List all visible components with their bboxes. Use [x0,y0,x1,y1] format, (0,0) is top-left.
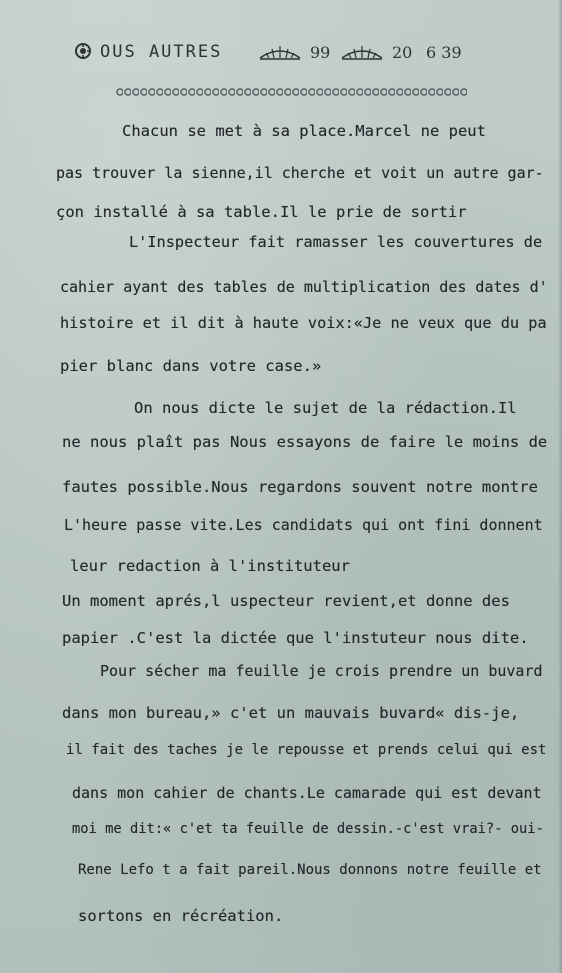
header-page-number: 99 [310,43,331,62]
text-line: cahier ayant des tables de multiplication des dates d' [60,278,548,296]
ornament-fan-icon [340,42,384,62]
text-line: L'heure passe vite.Les candidats qui ont fini donnent [64,516,543,534]
text-line: dans mon cahier de chants.Le camarade qui est devant [72,784,542,802]
header-date-rest: 6 39 [426,43,462,62]
text-line: pier blanc dans votre case.» [60,357,322,375]
header-title: OUS AUTRES [100,42,223,62]
text-line: On nous dicte le sujet de la rédaction.Il [134,399,517,417]
text-line: ne nous plaît pas Nous essayons de faire le moins de [62,433,548,451]
text-line: fautes possible.Nous regardons souvent notre montre [62,478,538,496]
text-line: L'Inspecteur fait ramasser les couvertures de [129,233,543,251]
text-line: çon installé à sa table.Il le prie de sortir [56,203,467,221]
text-line: moi me dit:« c'et ta feuille de dessin.-c'est vrai?- oui- [72,821,544,837]
text-line: Pour sécher ma feuille je crois prendre un buvard [100,662,543,680]
text-line: Un moment aprés,l uspecteur revient,et donne des [62,592,510,610]
text-line: dans mon bureau,» c'et un mauvais buvard« dis-je, [62,704,520,722]
ornament-fan-icon [258,42,302,62]
text-line: leur redaction à l'instituteur [70,557,350,575]
text-line: sortons en récréation. [78,907,284,925]
text-line: il fait des taches je le repousse et prends celui qui est [66,742,547,758]
text-line: papier .C'est la dictée que l'instuteur nous dite. [62,629,529,647]
text-line: Chacun se met à sa place.Marcel ne peut [122,122,486,140]
page-header [74,38,494,68]
text-line: histoire et il dit à haute voix:«Je ne veux que du pa [60,314,547,332]
chain-ornament-rule [115,87,467,97]
text-line: pas trouver la sienne,il cherche et voit un autre gar- [56,164,544,182]
header-date-day: 20 [392,43,413,62]
text-line: Rene Lefo t a fait pareil.Nous donnons notre feuille et [78,862,542,878]
page-edge-shadow [558,0,562,973]
emblem-icon [74,42,92,60]
